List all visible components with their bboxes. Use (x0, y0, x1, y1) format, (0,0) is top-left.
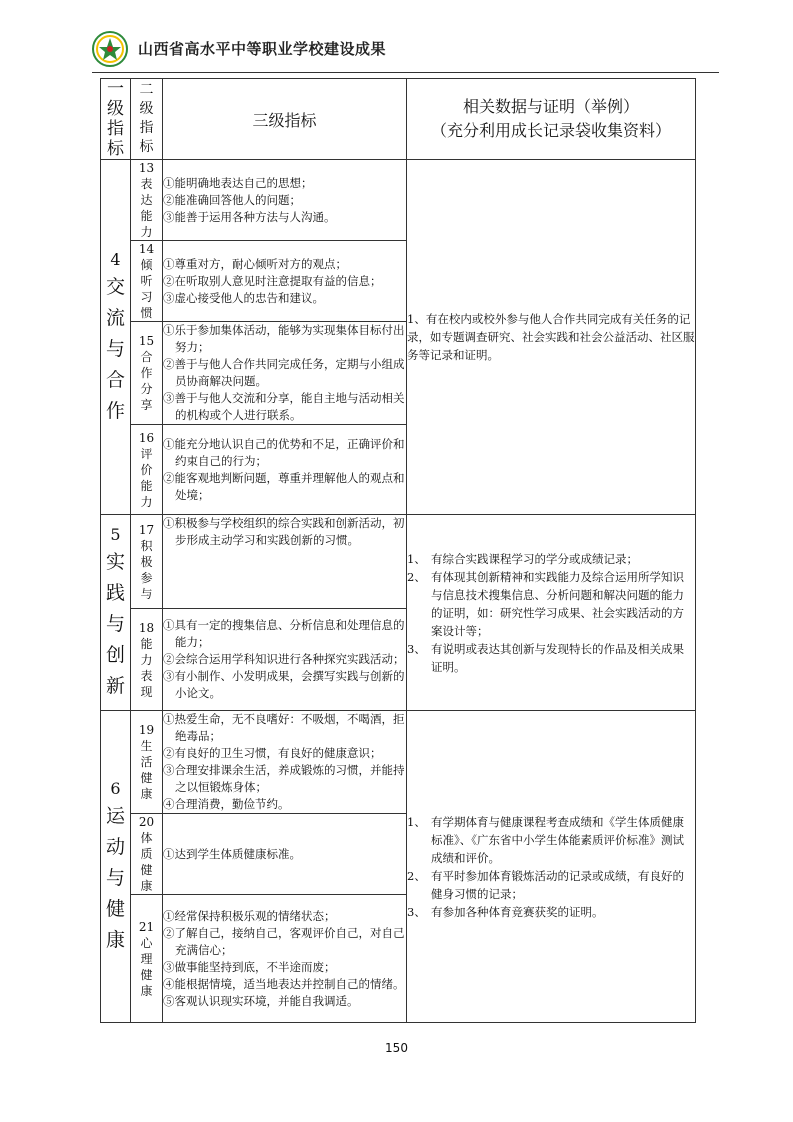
level1-char: 合 (105, 368, 125, 391)
evidence-marker: 3、 (407, 641, 426, 656)
criteria-item: ②会综合运用学科知识进行各种探究实践活动； (163, 652, 405, 666)
criteria-item: ③有小制作、小发明成果，会撰写实践与创新的小论文。 (163, 669, 405, 700)
level2-char: 参 (140, 570, 153, 585)
level2-char: 倾 (140, 258, 153, 272)
level1-char: 新 (105, 675, 125, 697)
criteria-item: ①乐于参加集体活动，能够为实现集体目标付出努力； (163, 323, 405, 354)
level2-char: 惯 (140, 306, 153, 320)
level3-criteria (163, 711, 407, 814)
criteria-item: ②善于与他人合作共同完成任务，定期与小组成员协商解决问题。 (163, 357, 405, 388)
level2-char: 极 (140, 554, 153, 569)
level3-criteria (163, 241, 407, 322)
criteria-item: ④合理消费，勤俭节约。 (163, 797, 290, 811)
level2-char: 习 (140, 290, 153, 304)
level2-indicator (131, 160, 163, 241)
criteria-item: ②能准确回答他人的问题； (163, 192, 301, 207)
evidence-text: 有参加各种体育竞赛获奖的证明。 (431, 904, 604, 919)
level2-number: 18 (138, 620, 155, 635)
level2-char: 力 (140, 652, 153, 667)
level2-indicator (131, 515, 163, 609)
level2-indicator (131, 814, 163, 895)
level1-char: 运 (105, 805, 125, 827)
evidence-marker: 3、 (407, 904, 426, 919)
level2-char: 生 (140, 739, 153, 753)
level1-char: 康 (105, 929, 125, 951)
evidence-item (407, 813, 695, 867)
level2-char: 力 (140, 225, 153, 239)
evidence-cell (407, 711, 696, 1023)
level2-number: 20 (138, 815, 155, 829)
evidence-item (407, 640, 695, 676)
evidence-marker: 2、 (407, 569, 426, 584)
evidence-text: 有体现其创新精神和实践能力及综合运用所学知识与信息技术搜集信息、分析问题和解决问题的能力的证明，如：研究性学习成果、社会实践活动的方案设计等； (431, 569, 684, 638)
level3-criteria (163, 160, 407, 241)
level2-number: 17 (138, 522, 155, 537)
criteria-item: ①经常保持积极乐观的情绪状态； (163, 908, 336, 923)
criteria-item: ①达到学生体质健康标准。 (163, 846, 301, 861)
level2-number: 13 (138, 161, 155, 175)
level3-criteria (163, 322, 407, 425)
level1-char: 实 (105, 551, 125, 573)
level2-indicator (131, 241, 163, 322)
criteria-item: ②能客观地判断问题，尊重并理解他人的观点和处境； (163, 470, 405, 502)
criteria-item: ⑤客观认识现实环境，并能自我调适。 (163, 993, 359, 1008)
level1-char: 健 (105, 898, 125, 920)
evidence-cell (407, 515, 696, 711)
level2-char: 健 (140, 863, 153, 877)
level2-char: 质 (140, 847, 153, 861)
level2-indicator (131, 711, 163, 814)
level3-criteria (163, 895, 407, 1023)
level2-char: 积 (140, 538, 153, 553)
level2-char: 价 (140, 462, 153, 477)
level2-char: 评 (140, 446, 153, 461)
level2-char: 康 (140, 879, 153, 893)
level2-char: 能 (140, 478, 153, 493)
level2-char: 康 (140, 787, 153, 801)
criteria-item: ③虚心接受他人的忠告和建议。 (163, 290, 324, 305)
header-evidence: 相关数据与证明（举例） （充分利用成长记录袋收集资料） (407, 79, 696, 160)
criteria-item: ③能善于运用各种方法与人沟通。 (163, 209, 336, 224)
evidence-text: 1、有在校内或校外参与他人合作共同完成有关任务的记录，如专题调查研究、社会实践和社会公益活动、社区服务等记录和证明。 (407, 312, 695, 362)
level2-char: 能 (140, 636, 153, 651)
table-row (101, 160, 696, 241)
page-number: 150 (385, 1041, 408, 1055)
level2-char: 享 (140, 398, 153, 412)
level2-number: 16 (138, 430, 155, 445)
level2-char: 分 (140, 382, 153, 396)
evidence-item (407, 903, 695, 921)
level2-indicator (131, 895, 163, 1023)
level2-indicator (131, 609, 163, 711)
level2-char: 合 (140, 350, 153, 364)
header-level1: 一 级 指 标 (101, 79, 131, 160)
level3-criteria (163, 515, 407, 609)
school-emblem-icon (92, 31, 128, 67)
criteria-item: ①能充分地认识自己的优势和不足，正确评价和约束自己的行为； (163, 436, 405, 468)
level2-indicator (131, 322, 163, 425)
criteria-item: ①尊重对方，耐心倾听对方的观点； (163, 256, 347, 271)
evidence-text: 有综合实践课程学习的学分或成绩记录； (431, 551, 638, 566)
level1-char: 交 (105, 275, 125, 298)
level2-char: 表 (140, 668, 153, 683)
table-row (101, 711, 696, 814)
level1-number: 6 (110, 779, 121, 798)
level3-criteria (163, 425, 407, 515)
level2-char: 表 (140, 177, 153, 191)
level1-char: 创 (105, 644, 125, 666)
level2-number: 14 (138, 242, 155, 256)
table-row (101, 515, 696, 609)
level2-indicator (131, 425, 163, 515)
level2-char: 达 (140, 193, 153, 207)
criteria-item: ③善于与他人交流和分享，能自主地与活动相关的机构或个人进行联系。 (163, 391, 405, 422)
evidence-marker: 2、 (407, 868, 426, 883)
level1-indicator (101, 160, 131, 515)
level2-number: 21 (138, 919, 155, 934)
level2-char: 力 (140, 494, 153, 509)
evidence-text: 有说明或表达其创新与发现特长的作品及相关成果证明。 (431, 641, 684, 674)
level1-char: 与 (105, 337, 125, 360)
level1-char: 流 (105, 306, 125, 329)
indicator-table (100, 78, 696, 1023)
level1-char: 作 (105, 399, 125, 422)
level2-char: 康 (140, 983, 153, 998)
level2-char: 健 (140, 967, 153, 982)
header-divider (92, 72, 719, 73)
level2-number: 15 (138, 334, 155, 348)
evidence-item (407, 867, 695, 903)
header-title: 山西省高水平中等职业学校建设成果 (138, 40, 387, 58)
level1-indicator (101, 711, 131, 1023)
level2-char: 健 (140, 771, 153, 785)
criteria-item: ①能明确地表达自己的思想； (163, 175, 313, 190)
evidence-cell (407, 160, 696, 515)
evidence-item (407, 550, 695, 568)
criteria-item: ①积极参与学校组织的综合实践和创新活动，初步形成主动学习和实践创新的习惯。 (163, 516, 405, 547)
evidence-text: 有平时参加体育锻炼活动的记录或成绩，有良好的健身习惯的记录； (431, 868, 684, 901)
level1-char: 与 (105, 613, 125, 635)
level1-char: 践 (105, 582, 125, 604)
table-header-row (101, 79, 696, 160)
criteria-item: ②有良好的卫生习惯，有良好的健康意识； (163, 746, 382, 760)
level2-char: 现 (140, 684, 153, 699)
level1-char: 与 (105, 867, 125, 889)
criteria-item: ①热爱生命，无不良嗜好：不吸烟，不喝酒，拒绝毒品； (163, 712, 405, 743)
level1-indicator (101, 515, 131, 711)
level2-char: 活 (140, 755, 153, 769)
level2-char: 理 (140, 951, 153, 966)
level1-char: 动 (105, 836, 125, 858)
criteria-item: ②在听取别人意见时注意提取有益的信息； (163, 273, 382, 288)
header-level2: 二 级 指 标 (131, 79, 163, 160)
criteria-item: ④能根据情境，适当地表达并控制自己的情绪。 (163, 976, 405, 991)
level2-char: 听 (140, 274, 153, 288)
criteria-item: ③做事能坚持到底，不半途而废； (163, 959, 336, 974)
level2-char: 体 (140, 831, 153, 845)
criteria-item: ②了解自己，接纳自己，客观评价自己，对自己充满信心； (163, 925, 405, 957)
level2-char: 与 (140, 586, 153, 601)
level1-number: 5 (110, 525, 121, 544)
level2-char: 作 (140, 366, 153, 380)
level3-criteria (163, 814, 407, 895)
level3-criteria (163, 609, 407, 711)
criteria-item: ①具有一定的搜集信息、分析信息和处理信息的能力； (163, 618, 405, 649)
level1-number: 4 (110, 249, 121, 269)
level2-number: 19 (138, 723, 155, 737)
header-level3: 三级指标 (163, 79, 407, 160)
evidence-marker: 1、 (407, 551, 426, 566)
page-header (92, 28, 719, 74)
evidence-marker: 1、 (407, 814, 426, 829)
evidence-item (407, 568, 695, 640)
level2-char: 能 (140, 209, 153, 223)
evidence-text: 有学期体育与健康课程考查成绩和《学生体质健康标准》、《广东省中小学生体能素质评价标准》测试成绩和评价。 (431, 814, 684, 865)
criteria-item: ③合理安排课余生活，养成锻炼的习惯，并能持之以恒锻炼身体； (163, 763, 405, 794)
level2-char: 心 (140, 935, 153, 950)
